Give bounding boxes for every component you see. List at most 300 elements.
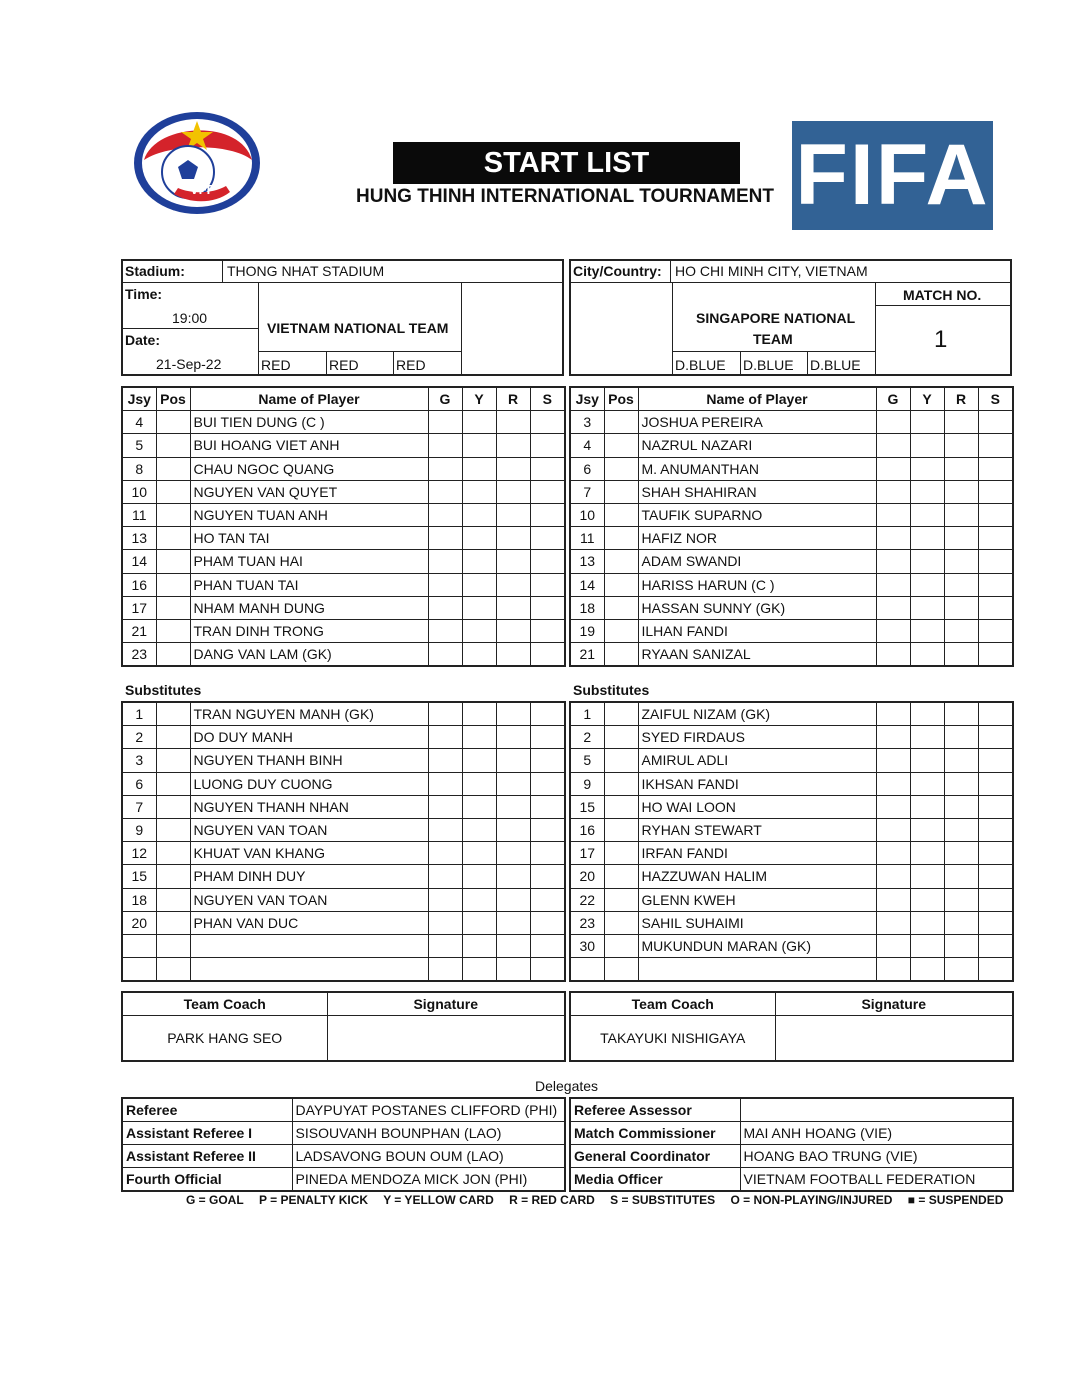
substitution-cell[interactable] <box>978 795 1013 818</box>
position-cell[interactable] <box>604 550 638 573</box>
yellow-card-cell[interactable] <box>462 480 496 503</box>
goal-cell[interactable] <box>876 457 910 480</box>
jersey-number: 13 <box>570 550 604 573</box>
yellow-card-cell[interactable] <box>910 411 944 434</box>
red-card-cell[interactable] <box>944 619 978 642</box>
jersey-number: 4 <box>122 411 156 434</box>
legend-item: Y = YELLOW CARD <box>383 1193 494 1207</box>
substitution-cell[interactable] <box>530 702 565 726</box>
position-cell[interactable] <box>604 573 638 596</box>
yellow-card-cell[interactable] <box>462 726 496 749</box>
yellow-card-cell[interactable] <box>462 842 496 865</box>
goal-cell[interactable] <box>876 411 910 434</box>
red-card-cell[interactable] <box>496 527 530 550</box>
red-card-cell[interactable] <box>944 934 978 957</box>
substitution-cell[interactable] <box>530 772 565 795</box>
red-card-cell[interactable] <box>944 702 978 726</box>
table-row <box>570 550 1013 573</box>
substitution-cell[interactable] <box>978 643 1013 667</box>
red-card-cell[interactable] <box>496 457 530 480</box>
substitution-cell[interactable] <box>530 596 565 619</box>
goal-cell[interactable] <box>876 818 910 841</box>
table-row <box>570 934 1013 957</box>
substitution-cell[interactable] <box>530 527 565 550</box>
substitution-cell[interactable] <box>530 749 565 772</box>
player-name: ZAIFUL NIZAM (GK) <box>638 702 876 726</box>
substitution-cell[interactable] <box>530 503 565 526</box>
red-card-cell[interactable] <box>944 457 978 480</box>
table-row <box>570 643 1013 667</box>
red-card-cell[interactable] <box>496 643 530 667</box>
position-cell[interactable] <box>604 888 638 911</box>
goal-cell[interactable] <box>876 702 910 726</box>
position-cell[interactable] <box>156 888 190 911</box>
position-cell[interactable] <box>156 596 190 619</box>
position-cell[interactable] <box>604 411 638 434</box>
substitution-cell[interactable] <box>978 480 1013 503</box>
position-cell[interactable] <box>156 503 190 526</box>
table-header <box>570 387 1013 411</box>
position-cell[interactable] <box>156 842 190 865</box>
column-header: Name of Player <box>190 387 428 411</box>
vff-logo <box>130 108 265 218</box>
yellow-card-cell[interactable] <box>910 702 944 726</box>
substitution-cell[interactable] <box>978 411 1013 434</box>
substitution-cell[interactable] <box>978 749 1013 772</box>
match-no-value: 1 <box>934 326 948 353</box>
red-card-cell[interactable] <box>496 434 530 457</box>
substitution-cell[interactable] <box>530 934 565 957</box>
substitution-cell[interactable] <box>978 596 1013 619</box>
yellow-card-cell[interactable] <box>910 958 944 982</box>
yellow-card-cell[interactable] <box>462 643 496 667</box>
yellow-card-cell[interactable] <box>462 527 496 550</box>
yellow-card-cell[interactable] <box>910 480 944 503</box>
jersey-number: 13 <box>122 527 156 550</box>
goal-cell[interactable] <box>428 596 462 619</box>
away-team-name-line1: SINGAPORE NATIONAL <box>696 310 856 326</box>
yellow-card-cell[interactable] <box>462 818 496 841</box>
red-card-cell[interactable] <box>944 550 978 573</box>
position-cell[interactable] <box>604 480 638 503</box>
table-row <box>122 527 565 550</box>
goal-cell[interactable] <box>428 573 462 596</box>
goal-cell[interactable] <box>428 795 462 818</box>
substitution-cell[interactable] <box>530 726 565 749</box>
player-name: GLENN KWEH <box>638 888 876 911</box>
position-cell[interactable] <box>604 865 638 888</box>
position-cell[interactable] <box>156 702 190 726</box>
red-card-cell[interactable] <box>496 888 530 911</box>
position-cell[interactable] <box>156 527 190 550</box>
jersey-number: 9 <box>122 818 156 841</box>
substitution-cell[interactable] <box>978 434 1013 457</box>
red-card-cell[interactable] <box>944 434 978 457</box>
substitution-cell[interactable] <box>530 842 565 865</box>
table-row <box>570 457 1013 480</box>
player-name: M. ANUMANTHAN <box>638 457 876 480</box>
goal-cell[interactable] <box>428 619 462 642</box>
delegate-row <box>122 1145 565 1168</box>
player-name: MUKUNDUN MARAN (GK) <box>638 934 876 957</box>
red-card-cell[interactable] <box>496 573 530 596</box>
jersey-number: 2 <box>570 726 604 749</box>
goal-cell[interactable] <box>428 888 462 911</box>
position-cell[interactable] <box>604 596 638 619</box>
goal-cell[interactable] <box>428 749 462 772</box>
substitution-cell[interactable] <box>530 958 565 982</box>
position-cell[interactable] <box>156 726 190 749</box>
goal-cell[interactable] <box>428 480 462 503</box>
position-cell[interactable] <box>156 550 190 573</box>
yellow-card-cell[interactable] <box>910 434 944 457</box>
delegate-role: Referee <box>122 1098 292 1122</box>
substitution-cell[interactable] <box>530 865 565 888</box>
substitution-cell[interactable] <box>530 550 565 573</box>
red-card-cell[interactable] <box>496 702 530 726</box>
yellow-card-cell[interactable] <box>910 596 944 619</box>
player-name: PHAN VAN DUC <box>190 911 428 934</box>
jersey-number: 17 <box>122 596 156 619</box>
yellow-card-cell[interactable] <box>462 749 496 772</box>
table-row <box>570 619 1013 642</box>
goal-cell[interactable] <box>876 865 910 888</box>
goal-cell[interactable] <box>428 457 462 480</box>
table-row <box>570 726 1013 749</box>
goal-cell[interactable] <box>876 573 910 596</box>
position-cell[interactable] <box>604 643 638 667</box>
yellow-card-cell[interactable] <box>462 411 496 434</box>
substitution-cell[interactable] <box>978 503 1013 526</box>
goal-cell[interactable] <box>428 702 462 726</box>
position-cell[interactable] <box>604 934 638 957</box>
substitution-cell[interactable] <box>978 573 1013 596</box>
yellow-card-cell[interactable] <box>910 888 944 911</box>
red-card-cell[interactable] <box>496 726 530 749</box>
red-card-cell[interactable] <box>944 643 978 667</box>
red-card-cell[interactable] <box>944 842 978 865</box>
goal-cell[interactable] <box>428 550 462 573</box>
position-cell[interactable] <box>156 818 190 841</box>
goal-cell[interactable] <box>876 434 910 457</box>
yellow-card-cell[interactable] <box>462 503 496 526</box>
yellow-card-cell[interactable] <box>910 842 944 865</box>
yellow-card-cell[interactable] <box>910 550 944 573</box>
yellow-card-cell[interactable] <box>462 434 496 457</box>
away-subs-table <box>569 701 1014 982</box>
player-name: SHAH SHAHIRAN <box>638 480 876 503</box>
away-signature-field[interactable] <box>775 1016 1013 1062</box>
column-header: R <box>496 387 530 411</box>
red-card-cell[interactable] <box>496 411 530 434</box>
goal-cell[interactable] <box>876 795 910 818</box>
position-cell[interactable] <box>156 865 190 888</box>
position-cell[interactable] <box>156 958 190 982</box>
red-card-cell[interactable] <box>944 411 978 434</box>
substitution-cell[interactable] <box>978 842 1013 865</box>
goal-cell[interactable] <box>428 934 462 957</box>
goal-cell[interactable] <box>876 749 910 772</box>
position-cell[interactable] <box>604 702 638 726</box>
red-card-cell[interactable] <box>944 888 978 911</box>
position-cell[interactable] <box>604 749 638 772</box>
position-cell[interactable] <box>604 911 638 934</box>
position-cell[interactable] <box>604 842 638 865</box>
goal-cell[interactable] <box>876 726 910 749</box>
player-name: AMIRUL ADLI <box>638 749 876 772</box>
yellow-card-cell[interactable] <box>462 702 496 726</box>
delegate-role: Fourth Official <box>122 1168 292 1192</box>
red-card-cell[interactable] <box>496 550 530 573</box>
substitution-cell[interactable] <box>530 457 565 480</box>
jersey-number: 17 <box>570 842 604 865</box>
goal-cell[interactable] <box>428 434 462 457</box>
position-cell[interactable] <box>156 411 190 434</box>
substitution-cell[interactable] <box>978 772 1013 795</box>
player-name: HAZZUWAN HALIM <box>638 865 876 888</box>
substitution-cell[interactable] <box>978 818 1013 841</box>
table-row <box>122 795 565 818</box>
substitution-cell[interactable] <box>530 888 565 911</box>
red-card-cell[interactable] <box>944 865 978 888</box>
position-cell[interactable] <box>604 503 638 526</box>
yellow-card-cell[interactable] <box>462 795 496 818</box>
yellow-card-cell[interactable] <box>910 503 944 526</box>
substitution-cell[interactable] <box>530 795 565 818</box>
column-header: R <box>944 387 978 411</box>
yellow-card-cell[interactable] <box>910 749 944 772</box>
yellow-card-cell[interactable] <box>462 457 496 480</box>
player-name: TRAN DINH TRONG <box>190 619 428 642</box>
substitution-cell[interactable] <box>978 934 1013 957</box>
goal-cell[interactable] <box>876 911 910 934</box>
goal-cell[interactable] <box>428 865 462 888</box>
table-row <box>122 934 565 957</box>
yellow-card-cell[interactable] <box>462 865 496 888</box>
substitution-cell[interactable] <box>978 550 1013 573</box>
jersey-number <box>570 958 604 982</box>
position-cell[interactable] <box>156 573 190 596</box>
goal-cell[interactable] <box>876 596 910 619</box>
substitution-cell[interactable] <box>978 958 1013 982</box>
goal-cell[interactable] <box>876 842 910 865</box>
home-kit-3: RED <box>396 357 426 373</box>
red-card-cell[interactable] <box>496 596 530 619</box>
red-card-cell[interactable] <box>496 619 530 642</box>
jersey-number: 5 <box>570 749 604 772</box>
home-coach-table <box>121 991 566 1062</box>
substitution-cell[interactable] <box>530 411 565 434</box>
goal-cell[interactable] <box>428 726 462 749</box>
legend-item: O = NON-PLAYING/INJURED <box>730 1193 893 1207</box>
goal-cell[interactable] <box>876 503 910 526</box>
delegate-row <box>122 1122 565 1145</box>
red-card-cell[interactable] <box>944 911 978 934</box>
jersey-number: 14 <box>570 573 604 596</box>
table-row <box>122 573 565 596</box>
red-card-cell[interactable] <box>496 795 530 818</box>
goal-cell[interactable] <box>428 643 462 667</box>
red-card-cell[interactable] <box>944 726 978 749</box>
goal-cell[interactable] <box>428 503 462 526</box>
away-kit-3: D.BLUE <box>810 357 861 373</box>
yellow-card-cell[interactable] <box>910 726 944 749</box>
substitution-cell[interactable] <box>978 527 1013 550</box>
position-cell[interactable] <box>156 434 190 457</box>
yellow-card-cell[interactable] <box>910 527 944 550</box>
red-card-cell[interactable] <box>944 749 978 772</box>
position-cell[interactable] <box>604 619 638 642</box>
away-kit-1: D.BLUE <box>675 357 726 373</box>
time-value: 19:00 <box>172 310 208 326</box>
home-coach-name: PARK HANG SEO <box>122 1016 327 1062</box>
yellow-card-cell[interactable] <box>910 865 944 888</box>
jersey-number: 1 <box>122 702 156 726</box>
goal-cell[interactable] <box>876 888 910 911</box>
goal-cell[interactable] <box>876 527 910 550</box>
red-card-cell[interactable] <box>496 958 530 982</box>
red-card-cell[interactable] <box>944 596 978 619</box>
goal-cell[interactable] <box>876 619 910 642</box>
substitution-cell[interactable] <box>530 480 565 503</box>
red-card-cell[interactable] <box>496 818 530 841</box>
substitution-cell[interactable] <box>978 457 1013 480</box>
red-card-cell[interactable] <box>496 503 530 526</box>
substitution-cell[interactable] <box>530 619 565 642</box>
red-card-cell[interactable] <box>944 480 978 503</box>
goal-cell[interactable] <box>428 842 462 865</box>
substitution-cell[interactable] <box>978 888 1013 911</box>
player-name: TAUFIK SUPARNO <box>638 503 876 526</box>
goal-cell[interactable] <box>876 550 910 573</box>
substitution-cell[interactable] <box>978 726 1013 749</box>
red-card-cell[interactable] <box>496 865 530 888</box>
goal-cell[interactable] <box>428 527 462 550</box>
position-cell[interactable] <box>604 434 638 457</box>
red-card-cell[interactable] <box>944 958 978 982</box>
yellow-card-cell[interactable] <box>910 573 944 596</box>
goal-cell[interactable] <box>428 911 462 934</box>
player-name: NGUYEN TUAN ANH <box>190 503 428 526</box>
goal-cell[interactable] <box>428 818 462 841</box>
jersey-number: 10 <box>122 480 156 503</box>
position-cell[interactable] <box>604 795 638 818</box>
yellow-card-cell[interactable] <box>462 772 496 795</box>
yellow-card-cell[interactable] <box>910 934 944 957</box>
yellow-card-cell[interactable] <box>462 596 496 619</box>
red-card-cell[interactable] <box>496 749 530 772</box>
position-cell[interactable] <box>156 772 190 795</box>
yellow-card-cell[interactable] <box>910 795 944 818</box>
goal-cell[interactable] <box>428 411 462 434</box>
jersey-number: 14 <box>122 550 156 573</box>
red-card-cell[interactable] <box>944 503 978 526</box>
yellow-card-cell[interactable] <box>910 457 944 480</box>
yellow-card-cell[interactable] <box>462 934 496 957</box>
position-cell[interactable] <box>156 480 190 503</box>
red-card-cell[interactable] <box>496 934 530 957</box>
table-row <box>122 550 565 573</box>
red-card-cell[interactable] <box>496 480 530 503</box>
position-cell[interactable] <box>156 457 190 480</box>
position-cell[interactable] <box>604 772 638 795</box>
substitution-cell[interactable] <box>978 702 1013 726</box>
yellow-card-cell[interactable] <box>462 573 496 596</box>
red-card-cell[interactable] <box>496 842 530 865</box>
position-cell[interactable] <box>604 457 638 480</box>
delegate-role: General Coordinator <box>570 1145 740 1168</box>
red-card-cell[interactable] <box>944 795 978 818</box>
position-cell[interactable] <box>604 726 638 749</box>
red-card-cell[interactable] <box>496 772 530 795</box>
goal-cell[interactable] <box>428 958 462 982</box>
yellow-card-cell[interactable] <box>462 619 496 642</box>
home-kit-2: RED <box>329 357 359 373</box>
yellow-card-cell[interactable] <box>910 911 944 934</box>
position-cell[interactable] <box>156 643 190 667</box>
player-name: KHUAT VAN KHANG <box>190 842 428 865</box>
position-cell[interactable] <box>156 911 190 934</box>
time-label: Time: <box>125 286 163 302</box>
substitution-cell[interactable] <box>530 573 565 596</box>
position-cell[interactable] <box>604 527 638 550</box>
player-name: JOSHUA PEREIRA <box>638 411 876 434</box>
red-card-cell[interactable] <box>944 573 978 596</box>
red-card-cell[interactable] <box>944 527 978 550</box>
goal-cell[interactable] <box>428 772 462 795</box>
substitution-cell[interactable] <box>978 619 1013 642</box>
substitution-cell[interactable] <box>530 434 565 457</box>
position-cell[interactable] <box>156 795 190 818</box>
substitution-cell[interactable] <box>978 865 1013 888</box>
substitution-cell[interactable] <box>530 911 565 934</box>
yellow-card-cell[interactable] <box>910 619 944 642</box>
yellow-card-cell[interactable] <box>910 643 944 667</box>
table-row <box>570 527 1013 550</box>
position-cell[interactable] <box>156 934 190 957</box>
away-starters-table <box>569 386 1014 667</box>
red-card-cell[interactable] <box>496 911 530 934</box>
red-card-cell[interactable] <box>944 772 978 795</box>
position-cell[interactable] <box>604 958 638 982</box>
jersey-number: 11 <box>122 503 156 526</box>
home-signature-field[interactable] <box>327 1016 565 1062</box>
yellow-card-cell[interactable] <box>462 911 496 934</box>
goal-cell[interactable] <box>876 958 910 982</box>
position-cell[interactable] <box>156 619 190 642</box>
substitution-cell[interactable] <box>978 911 1013 934</box>
yellow-card-cell[interactable] <box>910 772 944 795</box>
yellow-card-cell[interactable] <box>462 958 496 982</box>
city-label: City/Country: <box>573 263 662 279</box>
yellow-card-cell[interactable] <box>462 888 496 911</box>
red-card-cell[interactable] <box>944 818 978 841</box>
goal-cell[interactable] <box>876 643 910 667</box>
yellow-card-cell[interactable] <box>462 550 496 573</box>
position-cell[interactable] <box>156 749 190 772</box>
table-row <box>570 911 1013 934</box>
goal-cell[interactable] <box>876 934 910 957</box>
yellow-card-cell[interactable] <box>910 818 944 841</box>
table-row <box>570 795 1013 818</box>
player-name: HO WAI LOON <box>638 795 876 818</box>
position-cell[interactable] <box>604 818 638 841</box>
goal-cell[interactable] <box>876 772 910 795</box>
goal-cell[interactable] <box>876 480 910 503</box>
home-kit-1: RED <box>261 357 291 373</box>
substitution-cell[interactable] <box>530 643 565 667</box>
substitution-cell[interactable] <box>530 818 565 841</box>
